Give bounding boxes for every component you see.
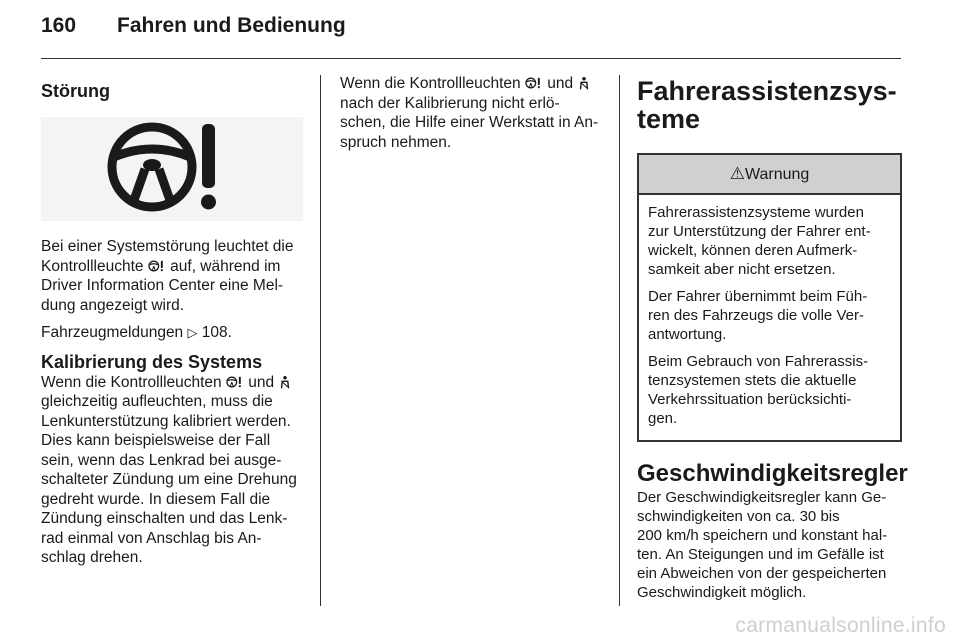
page-reference[interactable]: 108. — [197, 324, 232, 341]
subheading-kalibrierung: Kalibrierung des Systems — [41, 351, 263, 372]
warning-box — [637, 153, 902, 442]
warning-paragraph-2: Der Fahrer übernimmt beim Füh- ren des Fahrzeugs die volle Ver- antwortung. — [648, 288, 868, 343]
watermark: carmanualsonline.info — [735, 614, 946, 637]
warning-title: Warnung — [744, 166, 810, 183]
seatbelt-symbol-icon — [278, 375, 292, 389]
paragraph-stoerung: Bei einer Systemstörung leuchtet die Kontrollleuchte auf, während im Driver Information Center eine Mel- dung angezeigt wird. — [41, 238, 294, 314]
section-heading-geschwindigkeitsregler: Geschwindigkeitsregler — [637, 460, 908, 487]
header-rule — [41, 58, 901, 59]
column-divider-1 — [320, 75, 321, 606]
warning-box-body — [639, 195, 900, 440]
seatbelt-symbol-icon — [577, 76, 591, 90]
column-2 — [340, 74, 605, 160]
steering-warning-symbol-icon — [226, 375, 244, 389]
page-header — [41, 14, 900, 54]
chapter-title: Fahren und Bedienung — [117, 14, 346, 37]
steering-warning-symbol-icon — [525, 76, 543, 90]
page-number: 160 — [41, 14, 77, 37]
paragraph-kalibrierung-fortsetzung: Wenn die Kontrollleuchten und nach der Kalibrierung nicht erlö- schen, die Hilfe einer Werkstatt in An- spruch nehmen. — [340, 75, 599, 151]
steering-warning-symbol-icon — [148, 259, 166, 273]
steering-wheel-warning-icon — [41, 117, 303, 221]
steering-wheel-warning-figure — [41, 117, 303, 221]
warning-triangle-icon: ⚠ — [729, 164, 745, 183]
column-3 — [637, 74, 908, 610]
paragraph-geschwindigkeitsregler: Der Geschwindigkeitsregler kann Ge- schwindigkeiten von ca. 30 bis 200 km/h speichern und konstant hal- ten. An Steigungen und im Gefälle ist ein Abweichen von der gespeicherten Geschwindigkeit möglich. — [637, 489, 888, 601]
section-heading-stoerung: Störung — [41, 81, 110, 101]
arrow-ref-icon[interactable]: ▷ — [187, 325, 198, 340]
paragraph-kalibrierung: Wenn die Kontrollleuchten und gleichzeitig aufleuchten, muss die Lenkunterstützung kalibriert werden. Dies kann beispielsweise der Fall sein, wenn das Lenkrad bei ausge- schalteter Zündung um eine Drehung gedreht wurde. In diesem Fall die Zündung einschalten und das Lenk- rad einmal von Anschlag bis An- schlag drehen. — [41, 373, 297, 566]
warning-paragraph-1: Fahrerassistenzsysteme wurden zur Unterstützung der Fahrer ent- wickelt, können deren Aufmerk- samkeit aber nicht ersetzen. — [648, 204, 871, 278]
paragraph-fahrzeugmeldungen: Fahrzeugmeldungen ▷ 108. — [41, 324, 232, 341]
column-1 — [41, 74, 306, 576]
warning-paragraph-3: Beim Gebrauch von Fahrerassis- tenzsystemen stets die aktuelle Verkehrssituation berücksichti- gen. — [648, 353, 869, 427]
warning-box-header — [639, 155, 900, 195]
section-heading-fahrerassistenzsysteme: Fahrerassistenzsys- teme — [637, 76, 897, 134]
column-divider-2 — [619, 75, 620, 606]
